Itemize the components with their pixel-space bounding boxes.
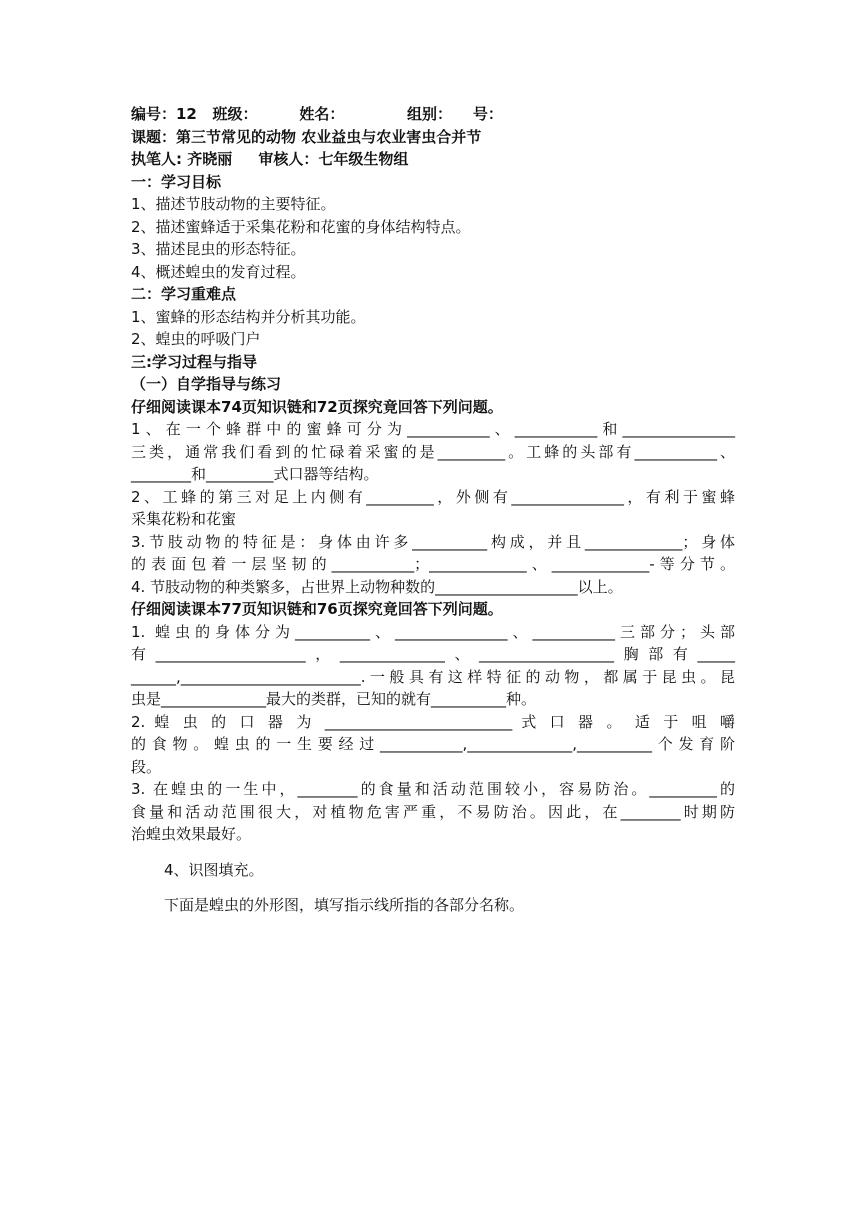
text-line: 三:学习过程与指导 bbox=[131, 352, 257, 371]
text-line: 采集花粉和花蜜 bbox=[131, 510, 237, 528]
text-line: 仔细阅读课本77页知识链和76页探究竟回答下列问题。 bbox=[131, 600, 503, 618]
text-line: 4、概述蝗虫的发育过程。 bbox=[131, 262, 306, 281]
text-line: 1、蜜蜂的形态结构并分析其功能。 bbox=[131, 307, 366, 326]
text-line: 的食物。蝗虫的一生要经过___________,______________,__________个发育阶 bbox=[131, 735, 735, 753]
text-line: 1、描述节肢动物的主要特征。 bbox=[131, 195, 336, 213]
text-line: ______,________________________.一般具有这样特征的动物，都属于昆虫。昆 bbox=[131, 667, 735, 686]
text-line: 3、描述昆虫的形态特征。 bbox=[131, 240, 306, 258]
text-line: 3.节肢动物的特征是：身体由许多__________构成，并且_____________；身体 bbox=[131, 532, 735, 551]
text-line: （一）自学指导与练习 bbox=[131, 375, 282, 393]
text-line: 虫是______________最大的类群，已知的就有__________种。 bbox=[131, 690, 537, 708]
spacer bbox=[131, 881, 735, 894]
task-title: 4、识图填充。 bbox=[164, 860, 264, 879]
text-line: 1. 蝗虫的身体分为__________、_______________、___________三部分；头部 bbox=[131, 622, 735, 641]
text-line: 的表面包着一层坚韧的___________；_____________、_____________-等分节。 bbox=[131, 555, 735, 573]
text-line: 1、在一个蜂群中的蜜蜂可分为___________、___________和_______________ bbox=[131, 420, 735, 438]
text-line: 2、描述蜜蜂适于采集花粉和花蜜的身体结构特点。 bbox=[131, 217, 471, 236]
text-line: 2、工蜂的第三对足上内侧有_________，外侧有_______________，有利于蜜蜂 bbox=[131, 487, 735, 506]
text-line: 二：学习重难点 bbox=[131, 285, 237, 303]
text-line: 三类，通常我们看到的忙碌着采蜜的是_________。工蜂的头部有___________、 bbox=[131, 442, 735, 461]
text-line: 2. 蝗 虫 的 口 器 为 _________________________ 式 口 器 。 适 于 咀 嚼 bbox=[131, 712, 735, 731]
text-line: 课题：第三节常见的动物 农业益虫与农业害虫合并节 bbox=[131, 127, 482, 146]
text-line: 治蝗虫效果最好。 bbox=[131, 825, 252, 843]
text-line: 执笔人: 齐晓丽 审核人：七年级生物组 bbox=[131, 150, 409, 168]
spacer bbox=[131, 846, 735, 859]
text-line: 4. 节肢动物的种类繁多，占世界上动物种数的___________________以上。 bbox=[131, 577, 623, 596]
worksheet-body bbox=[131, 103, 735, 846]
text-line: 有____________________，______________、__________________胸部有_____ bbox=[131, 645, 735, 663]
worksheet-page bbox=[131, 103, 735, 917]
text-line: 食量和活动范围很大，对植物危害严重，不易防治。因此，在________时期防 bbox=[131, 802, 735, 821]
text-line: 3. 在蝗虫的一生中，________的食量和活动范围较小，容易防治。_________的 bbox=[131, 780, 735, 798]
text-line: ________和_________式口器等结构。 bbox=[131, 465, 379, 483]
task-description: 下面是蝗虫的外形图，填写指示线所指的各部分名称。 bbox=[164, 896, 525, 914]
text-line: 段。 bbox=[131, 757, 162, 776]
text-line: 仔细阅读课本74页知识链和72页探究竟回答下列问题。 bbox=[131, 397, 503, 416]
text-line: 编号：12 班级： 姓名： 组别： 号： bbox=[131, 105, 503, 123]
text-line: 一：学习目标 bbox=[131, 172, 222, 191]
text-line: 2、蝗虫的呼吸门户 bbox=[131, 330, 261, 348]
